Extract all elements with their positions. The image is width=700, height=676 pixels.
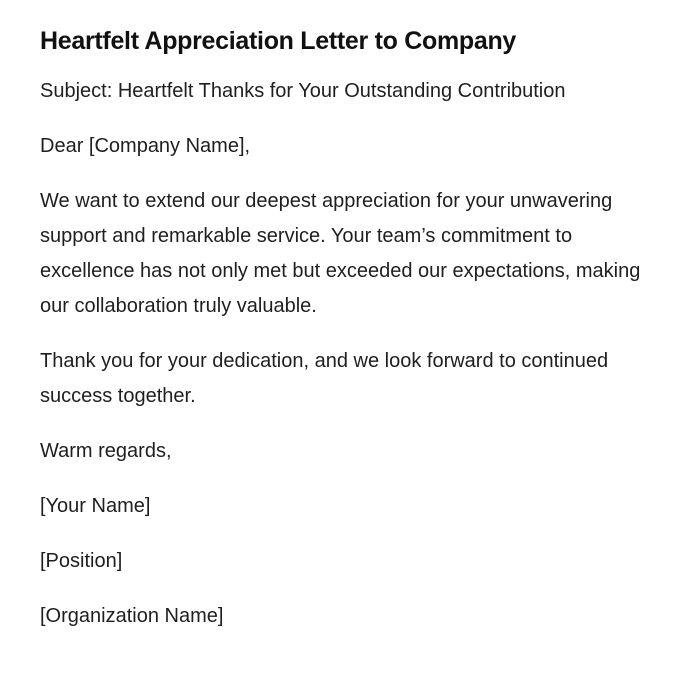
letter-title: Heartfelt Appreciation Letter to Company xyxy=(40,27,517,55)
letter-closing: Warm regards, xyxy=(40,440,172,462)
letter-salutation: Dear [Company Name], xyxy=(40,135,251,157)
letter-paragraph-2: Thank you for your dedication, and we look forward to continued success together. xyxy=(40,350,609,407)
letter-paragraph-1: We want to extend our deepest appreciation for your unwavering support and remarkable service. Your team’s commitment to excellence has not only met but exceeded our expectations, making our collaboration truly valuable. xyxy=(40,190,641,317)
signature-position: [Position] xyxy=(40,550,123,572)
letter-subject: Subject: Heartfelt Thanks for Your Outstanding Contribution xyxy=(40,80,566,102)
signature-organization: [Organization Name] xyxy=(40,605,224,627)
signature-name: [Your Name] xyxy=(40,495,151,517)
